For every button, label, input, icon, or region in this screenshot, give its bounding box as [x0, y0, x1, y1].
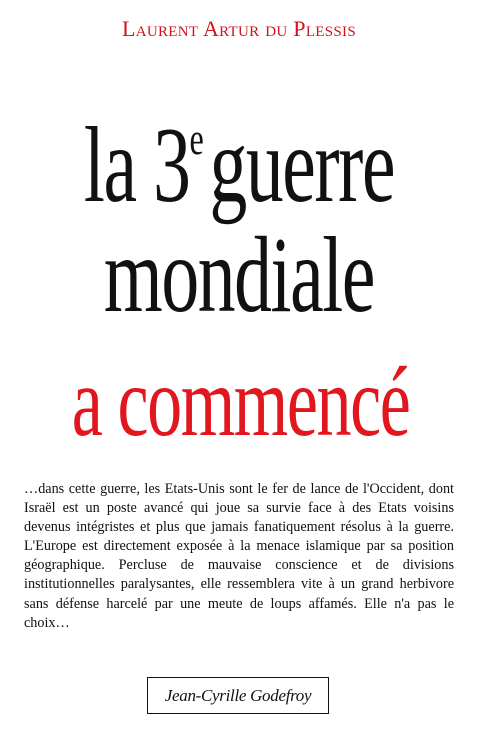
title-line-1-rest: guerre: [209, 106, 395, 225]
title-line-1-main: la 3: [83, 106, 190, 225]
title-line-1: [72, 106, 407, 225]
title-line-2: mondiale: [103, 216, 375, 335]
cover-blurb: …dans cette guerre, les Etats-Unis sont le fer de lance de l'Occident, dont Israël est un poste avancé qui joue sa survie face à des Etats voisins devenus intégristes et plus que jamais fanatiquement résolus à la guerre. L'Europe est directement exposée à la menace islamique par sa position géographique. Percluse de mauvaise conscience et de divisions institutionnelles paralysantes, elle ressemblera vite à un grand herbivore sans défense harcelé par une meute de loups affamés. Elle n'a pas le choix…: [24, 481, 454, 631]
publisher-label: Jean-Cyrille Godefroy: [147, 677, 329, 714]
title-line-3: a commencé: [71, 346, 410, 457]
author-name: Laurent Artur du Plessis: [122, 16, 356, 41]
title-ordinal-superscript: e: [189, 113, 203, 164]
